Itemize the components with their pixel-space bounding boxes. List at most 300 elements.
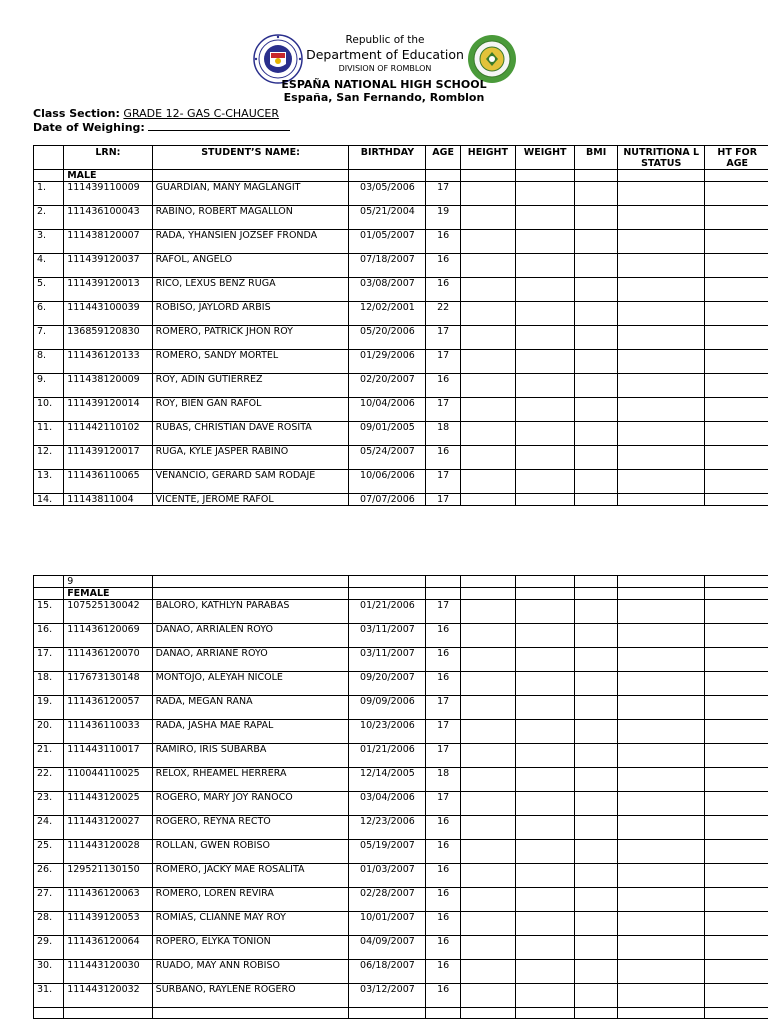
weight-cell[interactable]	[515, 960, 574, 984]
lrn-continuation: 9	[64, 576, 152, 588]
row-number: 6.	[34, 302, 64, 326]
lrn-text: 107525130042	[67, 600, 140, 611]
weight-cell[interactable]	[515, 912, 574, 936]
weight-cell[interactable]	[515, 350, 574, 374]
height-cell[interactable]	[460, 984, 515, 1008]
empty-cell[interactable]	[705, 1008, 768, 1019]
ht-for-age-cell[interactable]	[705, 302, 768, 326]
age-cell: 17	[426, 744, 460, 768]
height-cell[interactable]	[460, 888, 515, 912]
ht-for-age-cell[interactable]	[705, 744, 768, 768]
ht-for-age-cell[interactable]	[705, 984, 768, 1008]
date-of-weighing-field[interactable]	[148, 120, 290, 131]
ht-for-age-cell[interactable]	[705, 960, 768, 984]
lrn-cell	[64, 792, 152, 816]
lrn-text: 111443120025	[67, 792, 140, 803]
student-row	[34, 206, 768, 230]
student-name-cell: VICENTE, JEROME RAFOL	[152, 494, 349, 506]
ht-for-age-cell[interactable]	[705, 470, 768, 494]
ht-for-age-cell[interactable]	[705, 374, 768, 398]
ht-for-age-cell[interactable]	[705, 768, 768, 792]
row-number: 30.	[34, 960, 64, 984]
age-cell: 16	[426, 230, 460, 254]
nutritional-status-cell[interactable]	[617, 912, 704, 936]
bmi-cell[interactable]	[575, 398, 618, 422]
school-address: España, San Fernando, Romblon	[283, 91, 485, 104]
lrn-cell	[64, 840, 152, 864]
student-row	[34, 446, 768, 470]
bmi-cell[interactable]	[575, 984, 618, 1008]
height-cell[interactable]	[460, 696, 515, 720]
lrn-cell	[64, 624, 152, 648]
student-name-cell: VENANCIO, GERARD SAM RODAJE	[152, 470, 349, 494]
empty-cell	[64, 1008, 152, 1019]
lrn-cell	[64, 422, 152, 446]
ht-for-age-cell[interactable]	[705, 672, 768, 696]
bmi-cell[interactable]	[575, 470, 618, 494]
weight-cell[interactable]	[515, 840, 574, 864]
ht-for-age-cell[interactable]	[705, 494, 768, 506]
age-cell: 17	[426, 792, 460, 816]
height-cell[interactable]	[460, 864, 515, 888]
student-name-cell: DANAO, ARRIALEN ROYO	[152, 624, 349, 648]
lrn-cell	[64, 446, 152, 470]
nutritional-status-cell[interactable]	[617, 278, 704, 302]
row-number: 21.	[34, 744, 64, 768]
nutritional-status-cell[interactable]	[617, 720, 704, 744]
lrn-text: 111436110033	[67, 720, 140, 731]
bmi-cell[interactable]	[575, 326, 618, 350]
department-name: Department of Education	[306, 47, 464, 62]
height-cell[interactable]	[460, 374, 515, 398]
birthday-cell: 12/23/2006	[349, 816, 426, 840]
height-cell[interactable]	[460, 840, 515, 864]
weight-cell[interactable]	[515, 230, 574, 254]
age-cell: 16	[426, 984, 460, 1008]
lrn-text: 111436120133	[67, 350, 140, 361]
nutritional-status-cell[interactable]	[617, 470, 704, 494]
ht-for-age-cell[interactable]	[705, 278, 768, 302]
student-row	[34, 768, 768, 792]
student-row	[34, 278, 768, 302]
ht-for-age-cell[interactable]	[705, 254, 768, 278]
ht-for-age-cell[interactable]	[705, 182, 768, 206]
student-row	[34, 494, 768, 506]
bmi-cell[interactable]	[575, 254, 618, 278]
weight-cell[interactable]	[515, 302, 574, 326]
header-row	[34, 146, 768, 170]
birthday-cell: 05/19/2007	[349, 840, 426, 864]
student-name-cell: ROLLAN, GWEN ROBISO	[152, 840, 349, 864]
student-name-cell: ROGERO, REYNA RECTO	[152, 816, 349, 840]
weight-cell[interactable]	[515, 744, 574, 768]
row-number: 31.	[34, 984, 64, 1008]
lrn-cell	[64, 696, 152, 720]
ht-for-age-cell[interactable]	[705, 326, 768, 350]
lrn-cell	[64, 230, 152, 254]
weight-cell[interactable]	[515, 374, 574, 398]
row-number: 14.	[34, 494, 64, 506]
ht-for-age-cell[interactable]	[705, 792, 768, 816]
lrn-text: 117673130148	[67, 672, 140, 683]
bmi-cell[interactable]	[575, 600, 618, 624]
ht-for-age-cell[interactable]	[705, 206, 768, 230]
lrn-cell	[64, 206, 152, 230]
weight-cell[interactable]	[515, 278, 574, 302]
col-ht-for-age: HT FOR AGE	[705, 146, 768, 170]
bmi-cell[interactable]	[575, 840, 618, 864]
ht-for-age-cell[interactable]	[705, 648, 768, 672]
bmi-cell[interactable]	[575, 648, 618, 672]
lrn-text: 111436120057	[67, 696, 140, 707]
student-name-cell: RELOX, RHEAMEL HERRERA	[152, 768, 349, 792]
birthday-cell: 01/21/2006	[349, 744, 426, 768]
row-number: 3.	[34, 230, 64, 254]
student-row	[34, 672, 768, 696]
col-bmi: BMI	[575, 146, 618, 170]
ht-for-age-cell[interactable]	[705, 422, 768, 446]
age-cell: 16	[426, 936, 460, 960]
empty-cell	[349, 1008, 426, 1019]
height-cell[interactable]	[460, 278, 515, 302]
height-cell[interactable]	[460, 720, 515, 744]
lrn-text: 111436110065	[67, 470, 140, 481]
bmi-cell[interactable]	[575, 768, 618, 792]
nutritional-status-cell[interactable]	[617, 816, 704, 840]
height-cell[interactable]	[460, 816, 515, 840]
birthday-cell: 01/05/2007	[349, 230, 426, 254]
birthday-cell: 01/29/2006	[349, 350, 426, 374]
student-row	[34, 960, 768, 984]
age-cell: 16	[426, 960, 460, 984]
age-cell: 16	[426, 840, 460, 864]
height-cell[interactable]	[460, 350, 515, 374]
bmi-cell[interactable]	[575, 182, 618, 206]
nutritional-status-cell[interactable]	[617, 768, 704, 792]
bmi-cell[interactable]	[575, 912, 618, 936]
height-cell[interactable]	[460, 494, 515, 506]
birthday-cell: 01/03/2007	[349, 864, 426, 888]
nutritional-status-cell[interactable]	[617, 182, 704, 206]
height-cell[interactable]	[460, 302, 515, 326]
weight-cell[interactable]	[515, 720, 574, 744]
height-cell[interactable]	[460, 206, 515, 230]
lrn-cell	[64, 984, 152, 1008]
empty-cell[interactable]	[460, 1008, 515, 1019]
nutritional-status-cell[interactable]	[617, 446, 704, 470]
ht-for-age-cell[interactable]	[705, 720, 768, 744]
height-cell[interactable]	[460, 960, 515, 984]
height-cell[interactable]	[460, 792, 515, 816]
nutritional-status-cell[interactable]	[617, 326, 704, 350]
empty-cell[interactable]	[515, 1008, 574, 1019]
ht-for-age-cell[interactable]	[705, 350, 768, 374]
age-cell: 16	[426, 446, 460, 470]
lrn-cell	[64, 672, 152, 696]
empty-cell[interactable]	[575, 1008, 618, 1019]
student-row	[34, 984, 768, 1008]
nutritional-status-cell[interactable]	[617, 696, 704, 720]
height-cell[interactable]	[460, 624, 515, 648]
height-cell[interactable]	[460, 446, 515, 470]
nutritional-status-cell[interactable]	[617, 984, 704, 1008]
birthday-cell: 05/24/2007	[349, 446, 426, 470]
weight-cell[interactable]	[515, 600, 574, 624]
age-cell: 16	[426, 374, 460, 398]
height-cell[interactable]	[460, 936, 515, 960]
height-cell[interactable]	[460, 398, 515, 422]
bmi-cell[interactable]	[575, 864, 618, 888]
weight-cell[interactable]	[515, 470, 574, 494]
student-name-cell: ROMERO, SANDY MORTEL	[152, 350, 349, 374]
row-number: 2.	[34, 206, 64, 230]
bmi-cell[interactable]	[575, 278, 618, 302]
weight-cell[interactable]	[515, 864, 574, 888]
lrn-text: 111436120069	[67, 624, 140, 635]
birthday-cell: 03/05/2006	[349, 182, 426, 206]
student-name-cell: RUGA, KYLE JASPER RABINO	[152, 446, 349, 470]
nutritional-status-cell[interactable]	[617, 840, 704, 864]
age-cell: 19	[426, 206, 460, 230]
nutritional-status-cell[interactable]	[617, 600, 704, 624]
nutritional-status-cell[interactable]	[617, 398, 704, 422]
student-row	[34, 600, 768, 624]
ht-for-age-cell[interactable]	[705, 864, 768, 888]
bmi-cell[interactable]	[575, 374, 618, 398]
ht-for-age-cell[interactable]	[705, 398, 768, 422]
weight-cell[interactable]	[515, 936, 574, 960]
student-name-cell: RUBAS, CHRISTIAN DAVE ROSITA	[152, 422, 349, 446]
lrn-text: 111439120017	[67, 446, 140, 457]
age-cell: 16	[426, 624, 460, 648]
height-cell[interactable]	[460, 230, 515, 254]
lrn-cell	[64, 936, 152, 960]
bmi-cell[interactable]	[575, 792, 618, 816]
bmi-cell[interactable]	[575, 206, 618, 230]
ht-for-age-cell[interactable]	[705, 888, 768, 912]
lrn-cell	[64, 398, 152, 422]
nutritional-status-cell[interactable]	[617, 624, 704, 648]
student-name-cell: ROMERO, PATRICK JHON ROY	[152, 326, 349, 350]
nutritional-status-cell[interactable]	[617, 960, 704, 984]
row-number: 19.	[34, 696, 64, 720]
height-cell[interactable]	[460, 182, 515, 206]
row-number: 1.	[34, 182, 64, 206]
row-number: 9.	[34, 374, 64, 398]
age-cell: 17	[426, 600, 460, 624]
student-table-page-2	[33, 575, 768, 1019]
height-cell[interactable]	[460, 912, 515, 936]
student-row	[34, 326, 768, 350]
weight-cell[interactable]	[515, 672, 574, 696]
female-group-row	[34, 588, 768, 600]
weight-cell[interactable]	[515, 792, 574, 816]
lrn-cell	[64, 912, 152, 936]
bmi-cell[interactable]	[575, 494, 618, 506]
department-block	[300, 34, 470, 75]
nutritional-status-cell[interactable]	[617, 936, 704, 960]
nutritional-status-cell[interactable]	[617, 350, 704, 374]
height-cell[interactable]	[460, 648, 515, 672]
nutritional-status-cell[interactable]	[617, 254, 704, 278]
height-cell[interactable]	[460, 422, 515, 446]
weight-cell[interactable]	[515, 446, 574, 470]
weight-cell[interactable]	[515, 422, 574, 446]
ht-for-age-cell[interactable]	[705, 600, 768, 624]
lrn-cell	[64, 864, 152, 888]
nutritional-status-cell[interactable]	[617, 792, 704, 816]
nutritional-status-cell[interactable]	[617, 206, 704, 230]
lrn-cell	[64, 350, 152, 374]
row-number: 18.	[34, 672, 64, 696]
ht-for-age-cell[interactable]	[705, 840, 768, 864]
row-number: 27.	[34, 888, 64, 912]
weight-cell[interactable]	[515, 816, 574, 840]
row-number: 16.	[34, 624, 64, 648]
birthday-cell: 05/20/2006	[349, 326, 426, 350]
nutritional-status-cell[interactable]	[617, 374, 704, 398]
weight-cell[interactable]	[515, 888, 574, 912]
lrn-text: 111443100039	[67, 302, 140, 313]
date-of-weighing-line	[33, 120, 290, 134]
ht-for-age-cell[interactable]	[705, 696, 768, 720]
student-row	[34, 864, 768, 888]
weight-cell[interactable]	[515, 254, 574, 278]
col-weight: WEIGHT	[515, 146, 574, 170]
row-number: 24.	[34, 816, 64, 840]
bmi-cell[interactable]	[575, 744, 618, 768]
ht-for-age-cell[interactable]	[705, 446, 768, 470]
bmi-cell[interactable]	[575, 302, 618, 326]
student-table-page-1	[33, 145, 768, 506]
document-header	[0, 0, 768, 140]
student-name-cell: RADA, MEGAN RANA	[152, 696, 349, 720]
blank-row	[34, 1008, 768, 1019]
lrn-text: 111443120030	[67, 960, 140, 971]
lrn-cell	[64, 648, 152, 672]
weight-cell[interactable]	[515, 206, 574, 230]
ht-for-age-cell[interactable]	[705, 912, 768, 936]
bmi-cell[interactable]	[575, 624, 618, 648]
ht-for-age-cell[interactable]	[705, 230, 768, 254]
weight-cell[interactable]	[515, 696, 574, 720]
student-row	[34, 470, 768, 494]
lrn-text: 110044110025	[67, 768, 140, 779]
nutritional-status-cell[interactable]	[617, 648, 704, 672]
col-height: HEIGHT	[460, 146, 515, 170]
bmi-cell[interactable]	[575, 672, 618, 696]
student-name-cell: ROMERO, JACKY MAE ROSALITA	[152, 864, 349, 888]
lrn-cell	[64, 470, 152, 494]
ht-for-age-cell[interactable]	[705, 816, 768, 840]
col-birthday: BIRTHDAY	[349, 146, 426, 170]
weight-cell[interactable]	[515, 326, 574, 350]
row-number: 26.	[34, 864, 64, 888]
row-number: 17.	[34, 648, 64, 672]
student-name-cell: RADA, YHANSIEN JOZSEF FRONDA	[152, 230, 349, 254]
nutritional-status-cell[interactable]	[617, 494, 704, 506]
date-of-weighing-label: Date of Weighing:	[33, 121, 145, 134]
bmi-cell[interactable]	[575, 720, 618, 744]
bmi-cell[interactable]	[575, 696, 618, 720]
student-row	[34, 302, 768, 326]
bmi-cell[interactable]	[575, 936, 618, 960]
ht-for-age-cell[interactable]	[705, 936, 768, 960]
height-cell[interactable]	[460, 254, 515, 278]
student-name-cell: ROMERO, LOREN REVIRA	[152, 888, 349, 912]
age-cell: 17	[426, 720, 460, 744]
bmi-cell[interactable]	[575, 960, 618, 984]
height-cell[interactable]	[460, 470, 515, 494]
age-cell: 16	[426, 816, 460, 840]
lrn-text: 111442110102	[67, 422, 140, 433]
row-number: 7.	[34, 326, 64, 350]
row-number: 5.	[34, 278, 64, 302]
student-name-cell: RAMIRO, IRIS SUBARBA	[152, 744, 349, 768]
ht-for-age-cell[interactable]	[705, 624, 768, 648]
student-name-cell: RABINO, ROBERT MAGALLON	[152, 206, 349, 230]
height-cell[interactable]	[460, 672, 515, 696]
bmi-cell[interactable]	[575, 816, 618, 840]
empty-cell	[426, 1008, 460, 1019]
height-cell[interactable]	[460, 600, 515, 624]
nutritional-status-cell[interactable]	[617, 864, 704, 888]
col-no	[34, 146, 64, 170]
nutritional-status-cell[interactable]	[617, 744, 704, 768]
empty-cell[interactable]	[617, 1008, 704, 1019]
empty-cell	[152, 1008, 349, 1019]
birthday-cell: 12/14/2005	[349, 768, 426, 792]
row-number: 22.	[34, 768, 64, 792]
row-number: 25.	[34, 840, 64, 864]
weight-cell[interactable]	[515, 984, 574, 1008]
nutritional-status-cell[interactable]	[617, 672, 704, 696]
male-section	[34, 170, 768, 506]
weight-cell[interactable]	[515, 398, 574, 422]
nutritional-status-cell[interactable]	[617, 422, 704, 446]
age-cell: 18	[426, 422, 460, 446]
height-cell[interactable]	[460, 768, 515, 792]
bmi-cell[interactable]	[575, 350, 618, 374]
bmi-cell[interactable]	[575, 888, 618, 912]
lrn-cell	[64, 960, 152, 984]
lrn-text: 111438120007	[67, 230, 140, 241]
age-cell: 22	[426, 302, 460, 326]
student-name-cell: ROPERO, ELYKA TONION	[152, 936, 349, 960]
col-lrn: LRN:	[64, 146, 152, 170]
lrn-text: 111439120037	[67, 254, 140, 265]
nutritional-status-cell[interactable]	[617, 302, 704, 326]
weight-cell[interactable]	[515, 768, 574, 792]
weight-cell[interactable]	[515, 494, 574, 506]
school-name: ESPAÑA NATIONAL HIGH SCHOOL	[281, 78, 487, 91]
student-name-cell: MONTOJO, ALEYAH NICOLE	[152, 672, 349, 696]
bmi-cell[interactable]	[575, 422, 618, 446]
lrn-cell	[64, 278, 152, 302]
bmi-cell[interactable]	[575, 446, 618, 470]
height-cell[interactable]	[460, 744, 515, 768]
weight-cell[interactable]	[515, 648, 574, 672]
bmi-cell[interactable]	[575, 230, 618, 254]
lrn-cell	[64, 182, 152, 206]
class-section-value: GRADE 12- GAS C-CHAUCER	[123, 107, 280, 120]
weight-cell[interactable]	[515, 182, 574, 206]
nutritional-status-cell[interactable]	[617, 230, 704, 254]
height-cell[interactable]	[460, 326, 515, 350]
nutritional-status-cell[interactable]	[617, 888, 704, 912]
weight-cell[interactable]	[515, 624, 574, 648]
birthday-cell: 03/11/2007	[349, 648, 426, 672]
